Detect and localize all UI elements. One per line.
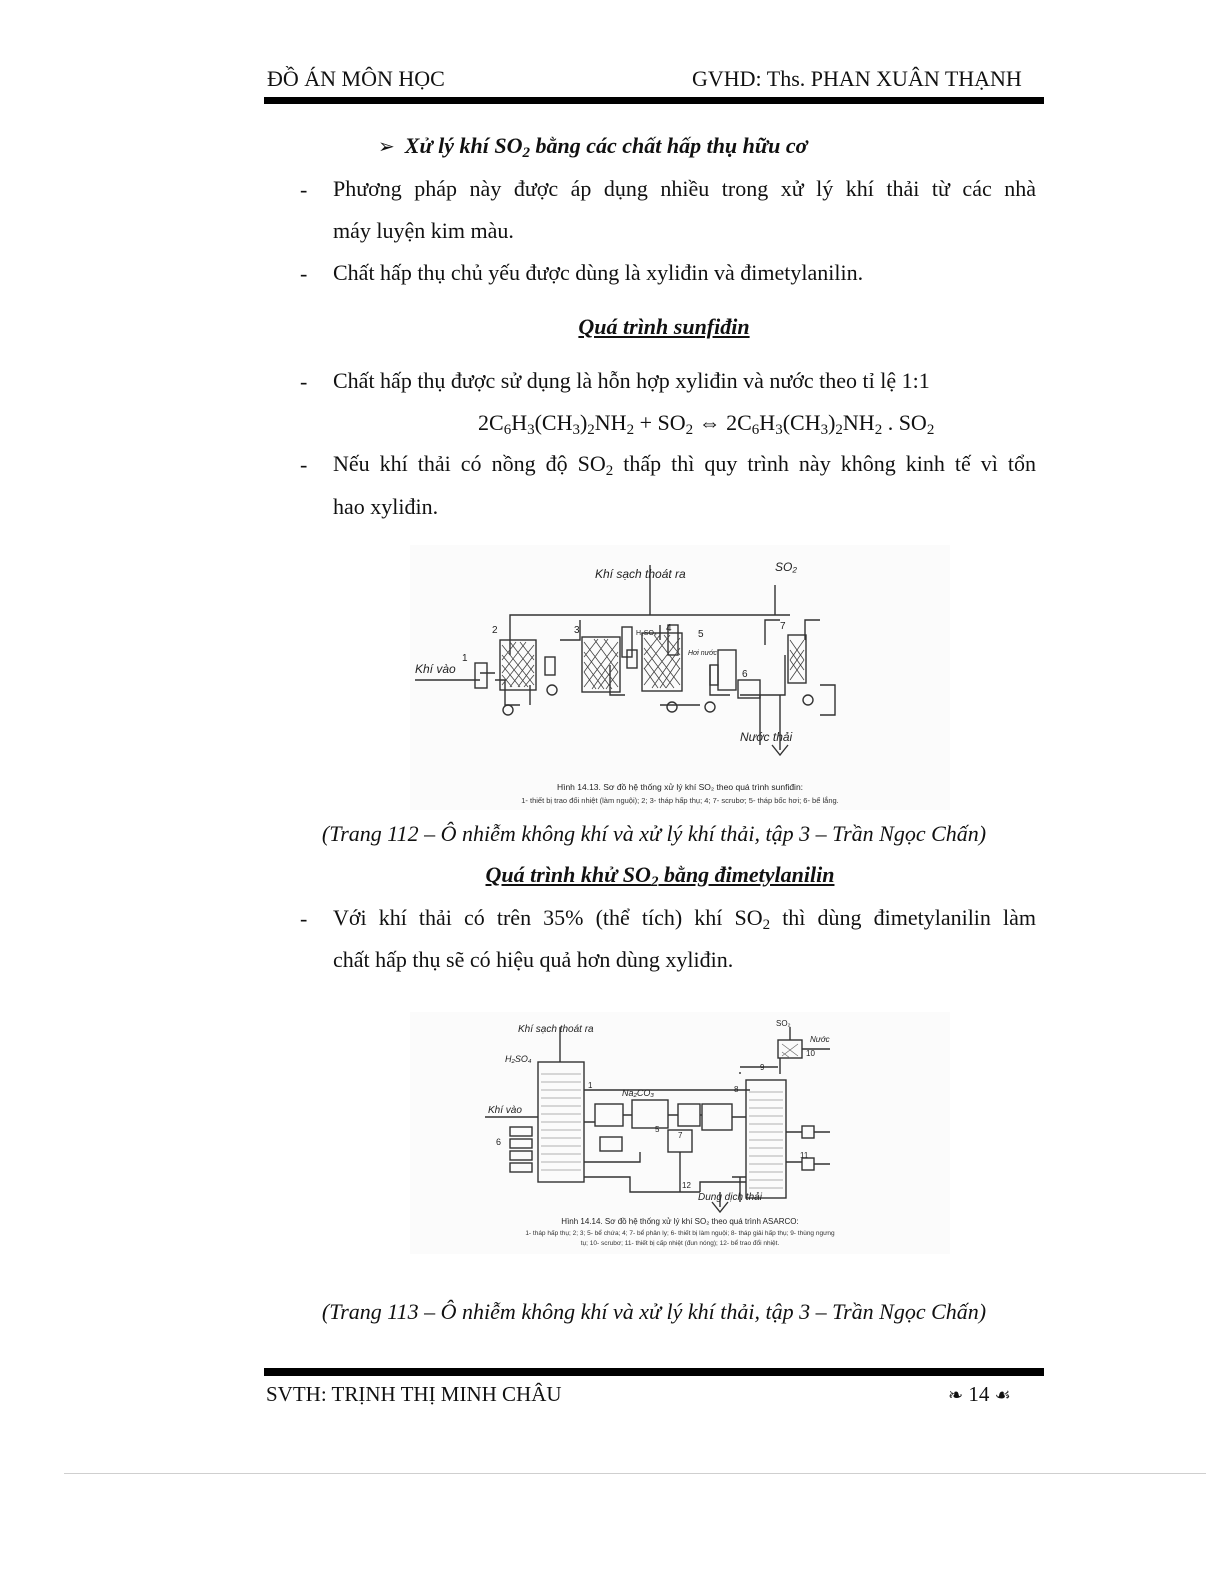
svg-text:7: 7 [780, 621, 786, 632]
svg-text:5: 5 [698, 629, 704, 640]
fig1-label-so2: SO₂ [775, 560, 797, 574]
svg-text:12: 12 [682, 1181, 691, 1190]
header-rule [264, 97, 1044, 104]
footer-page [948, 1382, 1011, 1407]
list-dash: - [300, 906, 308, 931]
svg-text:6: 6 [496, 1137, 502, 1147]
reaction-equation: $2C_6H_3(CH_3)_2NH_2 + SO_2$ ⇔ $2C_6H_3(CH_3)_2NH_2$ . $SO_2$ [478, 410, 935, 438]
citation-2: (Trang 113 – Ô nhiễm không khí và xử lý khí thải, tập 3 – Trần Ngọc Chấn) [321, 1299, 987, 1324]
svg-text:5: 5 [655, 1125, 660, 1134]
sunfidin-item2-line1: Nếu khí thải có nồng độ $SO_2$ thấp thì quy trình này không kinh tế vì tổn [333, 451, 1036, 479]
intro-item1-line1: Phương pháp này được áp dụng nhiều trong xử lý khí thải từ các nhà [333, 176, 1036, 201]
svg-text:1: 1 [462, 653, 468, 664]
sunfidin-item1: Chất hấp thụ được sử dụng là hỗn hợp xyliđin và nước theo tỉ lệ 1:1 [333, 368, 930, 393]
footer-author: SVTH: TRỊNH THỊ MINH CHÂU [266, 1382, 562, 1406]
fig2-label-gas-in: Khí vào [488, 1105, 522, 1116]
fig2-label-water: Nước [810, 1035, 830, 1044]
citation-1: (Trang 112 – Ô nhiễm không khí và xử lý khí thải, tập 3 – Trần Ngọc Chấn) [321, 821, 987, 846]
list-dash: - [300, 369, 308, 394]
page-bottom-divider [64, 1473, 1206, 1474]
fig2-label-so2: SO₂ [776, 1019, 791, 1028]
header-right: GVHD: Ths. PHAN XUÂN THẠNH [692, 66, 1022, 91]
fig1-label-water-out: Nước thải [740, 730, 793, 744]
svg-text:6: 6 [742, 669, 748, 680]
fig1-caption-line1: Hình 14.13. Sơ đồ hệ thống xử lý khí SO₂ theo quá trình sunfiđin: [556, 782, 804, 792]
fig1-label-h2so4: H₂SO₄ [636, 630, 657, 637]
sunfidin-item2-line2: hao xyliđin. [333, 494, 439, 519]
page-number: 14 [968, 1382, 990, 1406]
svg-text:11: 11 [800, 1151, 809, 1160]
fig2-caption-line1: Hình 14.14. Sơ đồ hệ thống xử lý khí SO₂ theo quá trình ASARCO: [561, 1217, 799, 1226]
svg-text:1: 1 [588, 1081, 593, 1090]
svg-text:7: 7 [678, 1131, 683, 1140]
figure-sunfidin-diagram [410, 545, 950, 810]
fig2-caption-line2: 1- tháp hấp thụ; 2; 3; 5- bể chứa; 4; 7- bể phân ly; 6- thiết bị làm nguội; 8- tháp giải hấp thụ; 9- thùng ngưng [525, 1230, 835, 1237]
footer-rule [264, 1368, 1044, 1376]
fig2-label-clean-gas: Khí sạch thoát ra [518, 1024, 594, 1035]
fig2-label-na2co3: Na₂CO₃ [622, 1088, 655, 1098]
fig2-caption-line3: tụ; 10- scrubơ; 11- thiết bị cấp nhiệt (đun nóng); 12- bể trao đổi nhiệt. [580, 1240, 780, 1247]
figure-asarco-diagram [410, 1012, 950, 1254]
bullet-arrow-icon: ➢ [378, 134, 395, 158]
header-left: ĐỒ ÁN MÔN HỌC [267, 66, 445, 91]
fig1-label-steam: Hơi nước [688, 650, 717, 657]
svg-text:9: 9 [760, 1063, 765, 1072]
svg-text:4: 4 [666, 623, 672, 634]
intro-item2: Chất hấp thụ chủ yếu được dùng là xyliđin và đimetylanilin. [333, 260, 864, 285]
svg-text:3: 3 [574, 625, 580, 636]
sunfidin-title: Quá trình sunfiđin [578, 314, 750, 339]
ornament-left-icon: ❧ [948, 1385, 964, 1406]
list-dash: - [300, 452, 308, 477]
list-dash: - [300, 261, 308, 286]
svg-text:10: 10 [806, 1049, 815, 1058]
section-heading: ➢ Xử lý khí $SO_2$ bằng các chất hấp thụ hữu cơ [378, 133, 808, 161]
fig2-label-waste: Dung dịch thải [698, 1192, 762, 1203]
fig2-label-h2so4: H₂SO₄ [505, 1054, 532, 1064]
list-dash: - [300, 177, 308, 202]
fig1-caption-line2: 1- thiết bị trao đổi nhiệt (làm nguội); 2; 3- tháp hấp thụ; 4; 7- scrubơ; 5- tháp bốc hơi; 6- bể lắng. [521, 796, 839, 805]
fig1-label-clean-gas: Khí sạch thoát ra [595, 567, 686, 581]
intro-item1-line2: máy luyện kim màu. [333, 218, 514, 243]
fig1-label-gas-in: Khí vào [415, 662, 456, 676]
dimetyl-item1-line2: chất hấp thụ sẽ có hiệu quả hơn dùng xyliđin. [333, 947, 734, 972]
dimetyl-item1-line1: Với khí thải có trên 35% (thể tích) khí $SO_2$ thì dùng đimetylanilin làm [333, 905, 1036, 933]
svg-text:8: 8 [734, 1085, 739, 1094]
dimetyl-title: Quá trình khử $SO_2$ bằng đimetylanilin [485, 862, 835, 890]
ornament-right-icon: ☙ [994, 1385, 1011, 1406]
svg-text:2: 2 [492, 625, 498, 636]
